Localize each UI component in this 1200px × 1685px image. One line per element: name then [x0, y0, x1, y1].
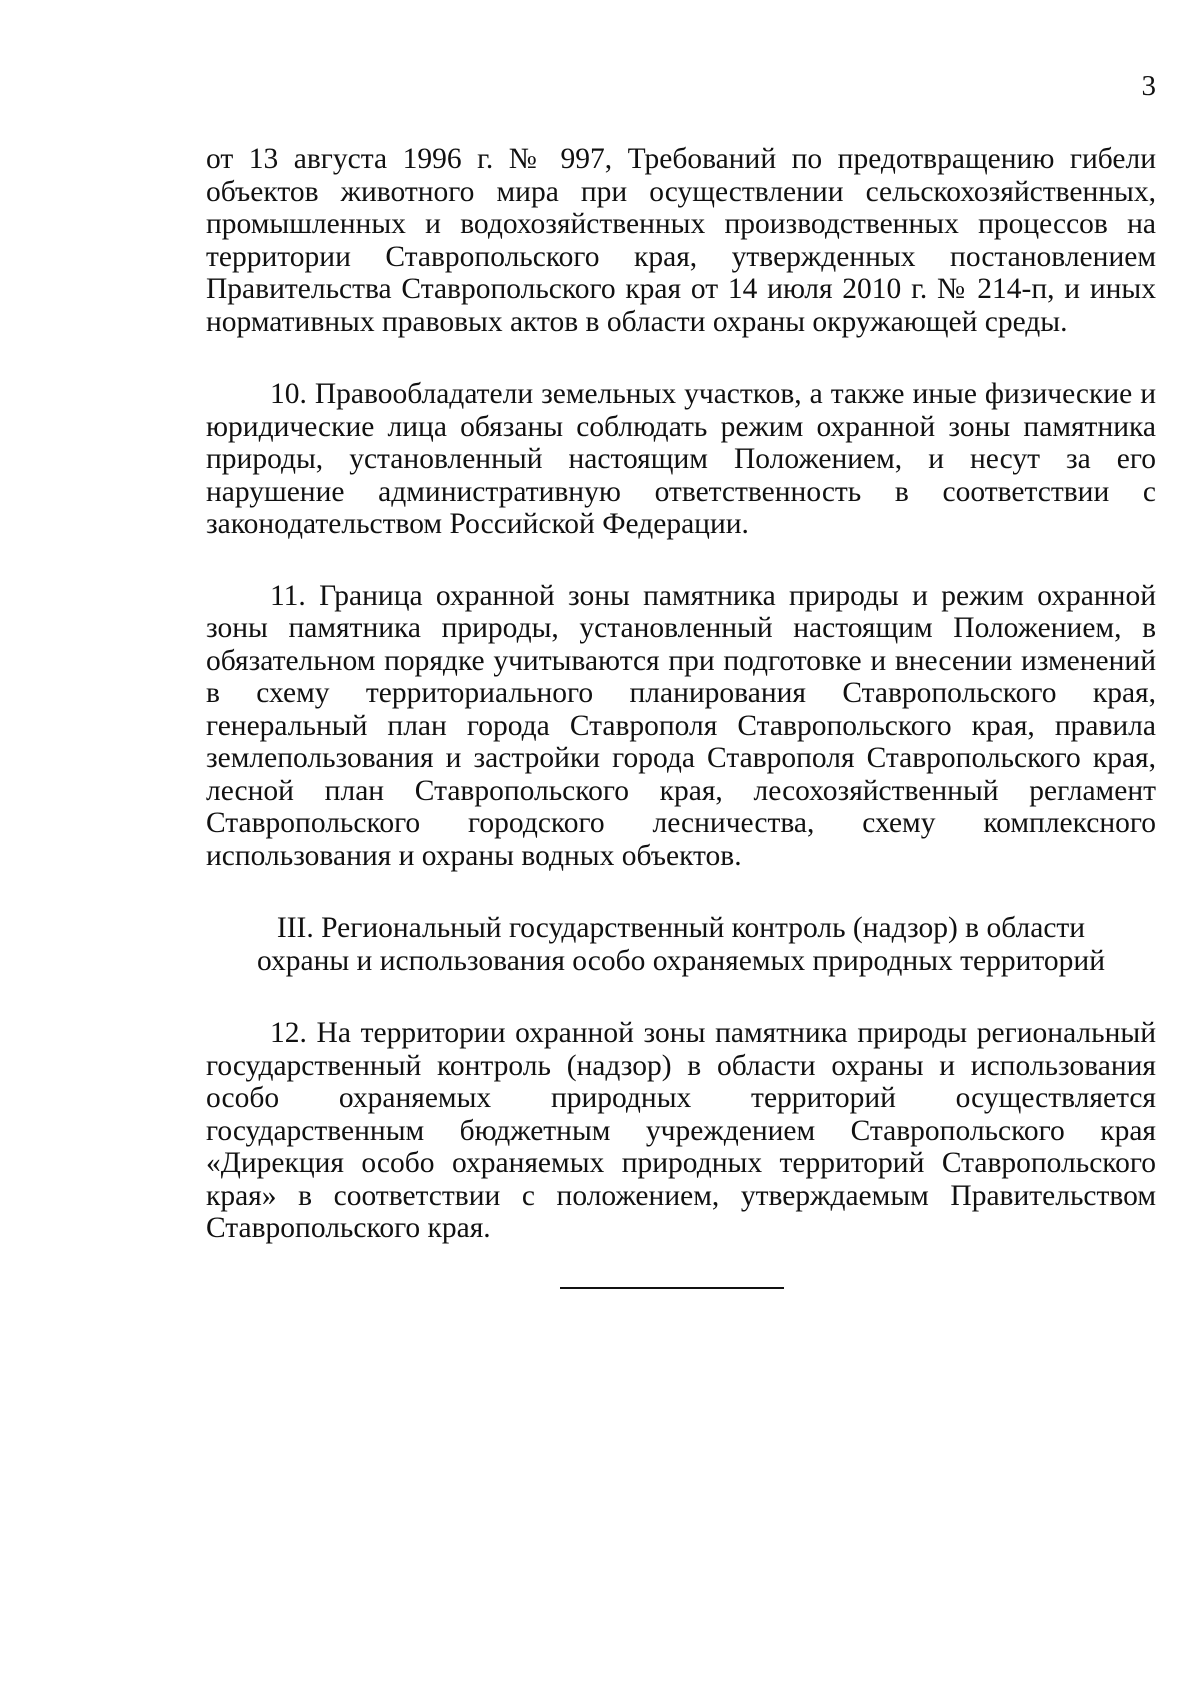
- section-heading-iii: [206, 912, 1156, 977]
- document-body: [206, 143, 1156, 1245]
- section-heading-line-1: III. Региональный государственный контроль (надзор) в области: [276, 912, 1086, 944]
- section-heading-line-2: охраны и использования особо охраняемых природных территорий: [256, 944, 1106, 977]
- page-number: 3: [1141, 70, 1156, 102]
- end-of-document-rule: [560, 1287, 784, 1289]
- paragraph-10: 10. Правообладатели земельных участков, а также иные физические и юридические лица обязаны соблюдать режим охранной зоны памятника природы, установленный настоящим Положением, и несут за его нарушение административную ответственность в соответствии с законодательством Российской Федерации.: [206, 378, 1156, 540]
- paragraph-12: 12. На территории охранной зоны памятника природы региональный государственный контроль (надзор) в области охраны и использования особо охраняемых природных территорий осуществляется государственным бюджетным учреждением Ставропольского края «Дирекция особо охраняемых природных территорий Ставропольского края» в соответствии с положением, утверждаемым Правительством Ставропольского края.: [206, 1017, 1156, 1244]
- paragraph-11: 11. Граница охранной зоны памятника природы и режим охранной зоны памятника природы, установленный настоящим Положением, в обязательном порядке учитываются при подготовке и внесении изменений в схему территориального планирования Ставропольского края, генеральный план города Ставрополя Ставропольского края, правила землепользования и застройки города Ставрополя Ставропольского края, лесной план Ставропольского края, лесохозяйственный регламент Ставропольского городского лесничества, схему комплексного использования и охраны водных объектов.: [206, 579, 1156, 872]
- paragraph-continuation: от 13 августа 1996 г. № 997, Требований по предотвращению гибели объектов животного мира при осуществлении сельскохозяйственных, промышленных и водохозяйственных производственных процессов на территории Ставропольского края, утвержденных постановлением Правительства Ставропольского края от 14 июля 2010 г. № 214-п, и иных нормативных правовых актов в области охраны окружающей среды.: [206, 143, 1156, 338]
